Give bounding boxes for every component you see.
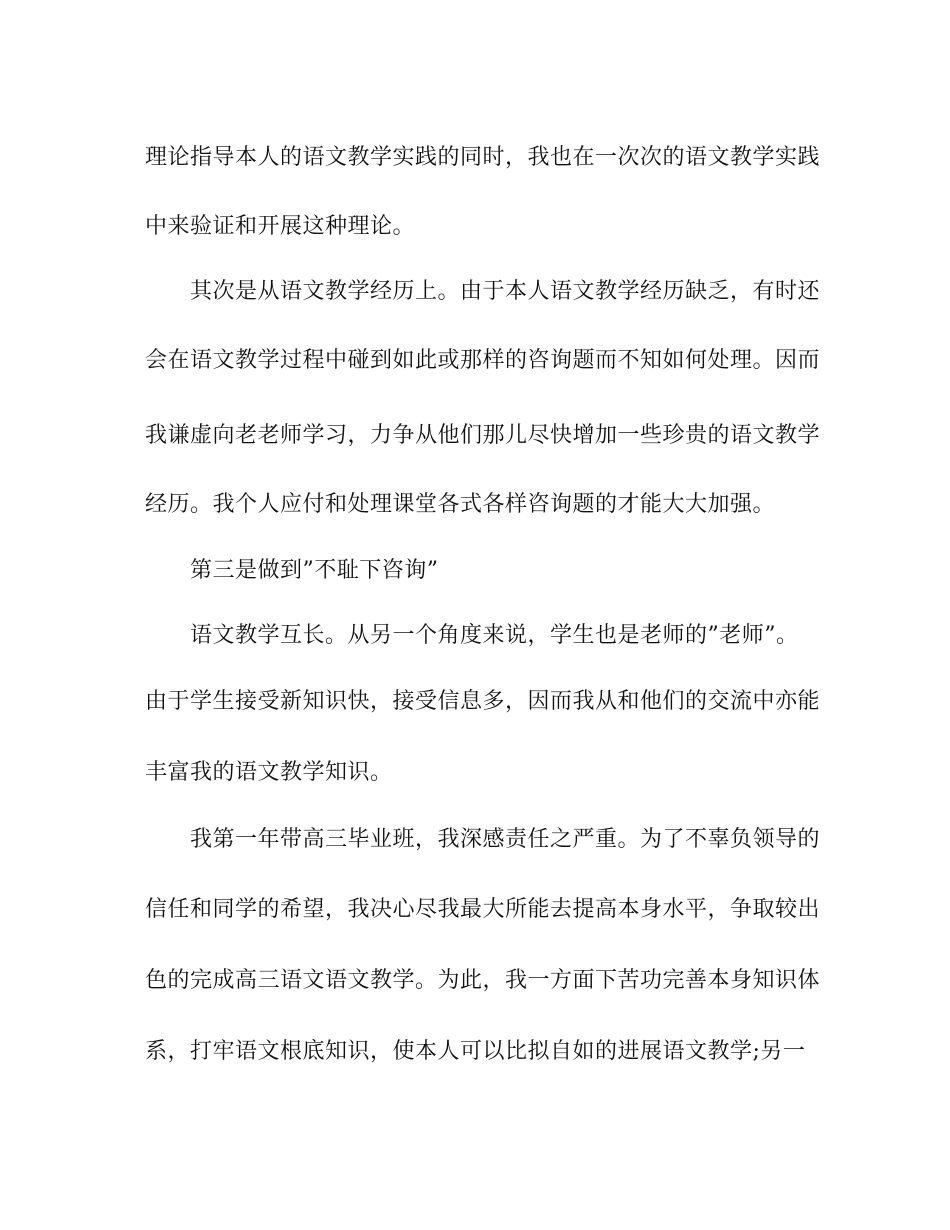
text-line: 系，打牢语文根底知识，使本人可以比拟自如的进展语文教学;另一 (145, 1039, 806, 1064)
text-line: 由于学生接受新知识快，接受信息多，因而我从和他们的交流中亦能 (145, 689, 821, 714)
text-line: 信任和同学的希望，我决心尽我最大所能去提高本身水平，争取较出 (145, 897, 821, 922)
text-line: 经历。我个人应付和处理课堂各式各样咨询题的才能大大加强。 (145, 492, 776, 517)
text-line: 第三是做到”不耻下咨询” (190, 558, 439, 583)
text-line: 色的完成高三语文语文教学。为此，我一方面下苦功完善本身知识体 (145, 968, 821, 993)
text-line: 丰富我的语文教学知识。 (145, 760, 393, 785)
text-line: 理论指导本人的语文教学实践的同时，我也在一次次的语文教学实践 (145, 145, 821, 170)
text-line: 我第一年带高三毕业班，我深感责任之严重。为了不辜负领导的 (190, 827, 821, 852)
text-line: 中来验证和开展这种理论。 (145, 214, 416, 239)
text-line: 我谦虚向老老师学习，力争从他们那儿尽快增加一些珍贵的语文教学 (145, 423, 821, 448)
text-line: 会在语文教学过程中碰到如此或那样的咨询题而不知如何处理。因而 (145, 348, 821, 373)
text-line: 其次是从语文教学经历上。由于本人语文教学经历缺乏，有时还 (190, 279, 821, 304)
text-line: 语文教学互长。从另一个角度来说，学生也是老师的”老师”。 (190, 623, 799, 648)
